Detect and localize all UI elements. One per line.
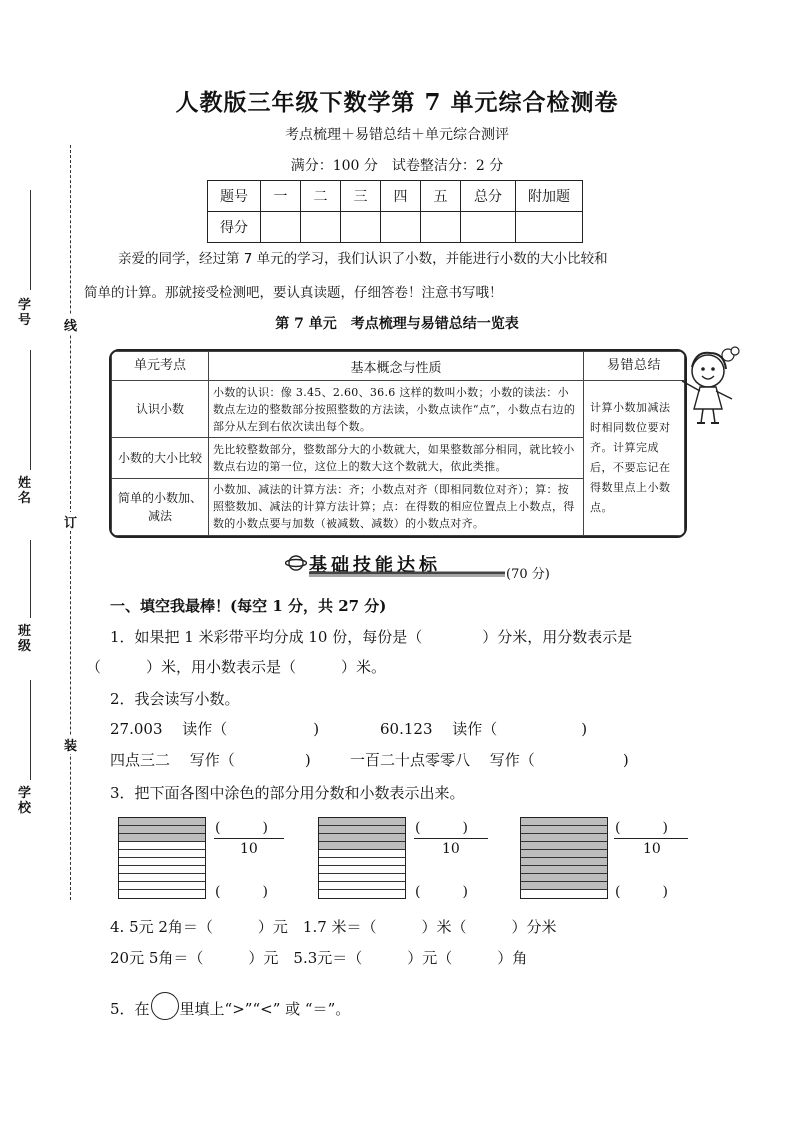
q3-numerator-blank[interactable]: ( ) xyxy=(415,820,468,836)
q2-read-label-b: 读作（ xyxy=(452,720,498,738)
q2-item-d xyxy=(350,749,629,770)
q2-item-a xyxy=(110,718,319,739)
fraction-bar xyxy=(414,838,488,839)
q2-write-label-c: 写作（ xyxy=(189,751,235,769)
q3-strip xyxy=(319,890,405,898)
summary-topic: 简单的小数加、减法 xyxy=(112,478,209,536)
compare-circle-icon xyxy=(151,992,179,1020)
q3-strip xyxy=(319,858,405,866)
q3-strip xyxy=(119,874,205,882)
unit-summary-title: 第 7 单元 考点梳理与易错总结一览表 xyxy=(275,316,519,332)
q2-write-label-d: 写作（ xyxy=(489,751,535,769)
binding-zhuang-mark: 装 xyxy=(64,735,77,754)
unit-summary-table xyxy=(109,349,687,538)
q5-suffix: 里填上“>”“<” 或 “＝”。 xyxy=(179,1000,351,1018)
q3-decimal-blank[interactable]: ( ) xyxy=(615,884,668,900)
q4-line-1: 4. 5元 2角＝（ ）元 1.7 米＝（ ）米（ ）分米 xyxy=(110,918,557,936)
score-header-cell: 五 xyxy=(421,181,461,212)
q2-text-d: 一百二十点零零八 xyxy=(350,751,471,769)
q3-strip xyxy=(521,882,607,890)
q3-strip xyxy=(319,850,405,858)
q3-strip xyxy=(319,842,405,850)
score-info: 满分：100 分 试卷整洁分：2 分 xyxy=(290,158,504,174)
q2-number-a: 27.003 xyxy=(110,720,163,738)
q3-denominator: 10 xyxy=(643,841,661,857)
q3-strip xyxy=(521,834,607,842)
score-header-cell: 三 xyxy=(341,181,381,212)
q3-figure-2 xyxy=(318,817,406,899)
class-line[interactable] xyxy=(30,540,31,618)
q3-figure-1 xyxy=(118,817,206,899)
school-label: 学校 xyxy=(18,786,32,816)
score-cell[interactable] xyxy=(261,212,301,243)
q3-strip xyxy=(119,818,205,826)
fraction-bar xyxy=(614,838,688,839)
cartoon-girl-illustration xyxy=(678,343,744,429)
section-points: (70 分) xyxy=(506,567,550,582)
q3-strip xyxy=(521,858,607,866)
school-line[interactable] xyxy=(30,680,31,780)
page-subtitle: 考点梳理＋易错总结＋单元综合测评 xyxy=(285,127,509,143)
score-cell[interactable] xyxy=(421,212,461,243)
summary-errors: 计算小数加减法时相同数位要对齐。计算完成后，不要忘记在得数里点上小数点。 xyxy=(584,381,685,536)
score-header-cell: 一 xyxy=(261,181,301,212)
name-line[interactable] xyxy=(30,350,31,470)
q3-strip xyxy=(119,866,205,874)
page-title: 人教版三年级下数学第 7 单元综合检测卷 xyxy=(175,89,619,116)
q3-strip xyxy=(119,850,205,858)
q3-strip xyxy=(319,874,405,882)
q3-strip xyxy=(119,834,205,842)
q1-line-2: （ ）米，用小数表示是（ ）米。 xyxy=(86,658,387,676)
q3-strip xyxy=(119,882,205,890)
q5-prefix: 5．在 xyxy=(110,1000,150,1018)
binding-xian-mark: 线 xyxy=(64,315,77,334)
summary-concept: 小数加、减法的计算方法：齐；小数点对齐（即相同数位对齐）；算：按照整数加、减法的计算方法计算；点：在得数的相应位置点上小数点，得数的小数点要与加数（被减数、减数）的小数点对齐。 xyxy=(209,478,584,536)
q2-text-c: 四点三二 xyxy=(110,751,171,769)
q3-heading: 3．把下面各图中涂色的部分用分数和小数表示出来。 xyxy=(110,784,465,802)
q3-denominator: 10 xyxy=(442,841,460,857)
q3-strip xyxy=(319,866,405,874)
q3-denominator: 10 xyxy=(240,841,258,857)
score-cell[interactable] xyxy=(301,212,341,243)
score-cell[interactable] xyxy=(516,212,583,243)
section-banner xyxy=(285,551,505,577)
q3-strip xyxy=(119,890,205,898)
score-header-cell: 二 xyxy=(301,181,341,212)
q3-strip xyxy=(119,842,205,850)
score-header-cell: 总分 xyxy=(461,181,516,212)
binding-ding-mark: 订 xyxy=(64,512,77,531)
q2-read-label-a: 读作（ xyxy=(182,720,228,738)
summary-header-errors: 易错总结 xyxy=(584,352,685,381)
score-cell[interactable] xyxy=(461,212,516,243)
student-no-line[interactable] xyxy=(30,190,31,290)
summary-header-concept: 基本概念与性质 xyxy=(209,352,584,381)
q2-number-b: 60.123 xyxy=(380,720,433,738)
score-header-cell: 四 xyxy=(381,181,421,212)
q2-item-c xyxy=(110,749,311,770)
q3-figure-3 xyxy=(520,817,608,899)
section-title: 基础技能达标 xyxy=(309,555,441,576)
score-table-header-row xyxy=(208,181,583,212)
q3-strip xyxy=(521,826,607,834)
q3-numerator-blank[interactable]: ( ) xyxy=(615,820,668,836)
q2-close-paren: ) xyxy=(313,720,320,738)
q3-strip xyxy=(319,826,405,834)
q3-strip xyxy=(521,874,607,882)
q3-strip xyxy=(119,858,205,866)
score-row-label: 得分 xyxy=(208,212,261,243)
q3-decimal-blank[interactable]: ( ) xyxy=(415,884,468,900)
q3-numerator-blank[interactable]: ( ) xyxy=(215,820,268,836)
score-cell[interactable] xyxy=(341,212,381,243)
q2-close-paren: ) xyxy=(304,751,311,769)
summary-topic: 认识小数 xyxy=(112,381,209,438)
q2-close-paren: ) xyxy=(622,751,629,769)
q3-strip xyxy=(521,866,607,874)
banner-underline xyxy=(309,569,505,577)
q3-strip xyxy=(319,818,405,826)
q3-decimal-blank[interactable]: ( ) xyxy=(215,884,268,900)
q3-strip xyxy=(319,834,405,842)
part1-heading: 一、填空我最棒！(每空 1 分，共 27 分) xyxy=(110,597,387,615)
q3-strip xyxy=(521,842,607,850)
score-table xyxy=(207,180,583,243)
summary-concept: 先比较整数部分，整数部分大的小数就大，如果整数部分相同，就比较小数点右边的第一位，这位上的数大这个数就大，依此类推。 xyxy=(209,438,584,478)
q3-strip xyxy=(521,818,607,826)
planet-icon xyxy=(285,553,307,573)
name-label: 姓名 xyxy=(18,476,32,506)
q3-strip xyxy=(521,890,607,898)
fraction-bar xyxy=(214,838,284,839)
q3-strip xyxy=(119,826,205,834)
q1-line-1: 1．如果把 1 米彩带平均分成 10 份，每份是（ ）分米，用分数表示是 xyxy=(110,628,633,646)
q2-item-b xyxy=(380,718,587,739)
score-table-score-row xyxy=(208,212,583,243)
summary-topic: 小数的大小比较 xyxy=(112,438,209,478)
q3-strip xyxy=(319,882,405,890)
summary-concept: 小数的认识：像 3.45、2.60、36.6 这样的数叫小数；小数的读法：小数点左边的整数部分按照整数的方法读，小数点读作“点”，小数点右边的部分从左到右依次读出每个数。 xyxy=(209,381,584,438)
intro-line-2: 简单的计算。那就接受检测吧，要认真读题，仔细答卷！注意书写哦！ xyxy=(84,285,503,301)
q3-strip xyxy=(521,850,607,858)
summary-header-topic: 单元考点 xyxy=(112,352,209,381)
score-header-cell: 附加题 xyxy=(516,181,583,212)
intro-line-1: 亲爱的同学，经过第 7 单元的学习，我们认识了小数，并能进行小数的大小比较和 xyxy=(118,251,608,267)
score-cell[interactable] xyxy=(381,212,421,243)
q2-close-paren: ) xyxy=(581,720,588,738)
score-header-cell: 题号 xyxy=(208,181,261,212)
q5-text xyxy=(110,992,350,1020)
student-no-label: 学号 xyxy=(18,298,32,328)
class-label: 班级 xyxy=(18,624,32,654)
q2-heading: 2．我会读写小数。 xyxy=(110,690,240,708)
q4-line-2: 20元 5角＝（ ）元 5.3元＝（ ）元（ ）角 xyxy=(110,949,528,967)
